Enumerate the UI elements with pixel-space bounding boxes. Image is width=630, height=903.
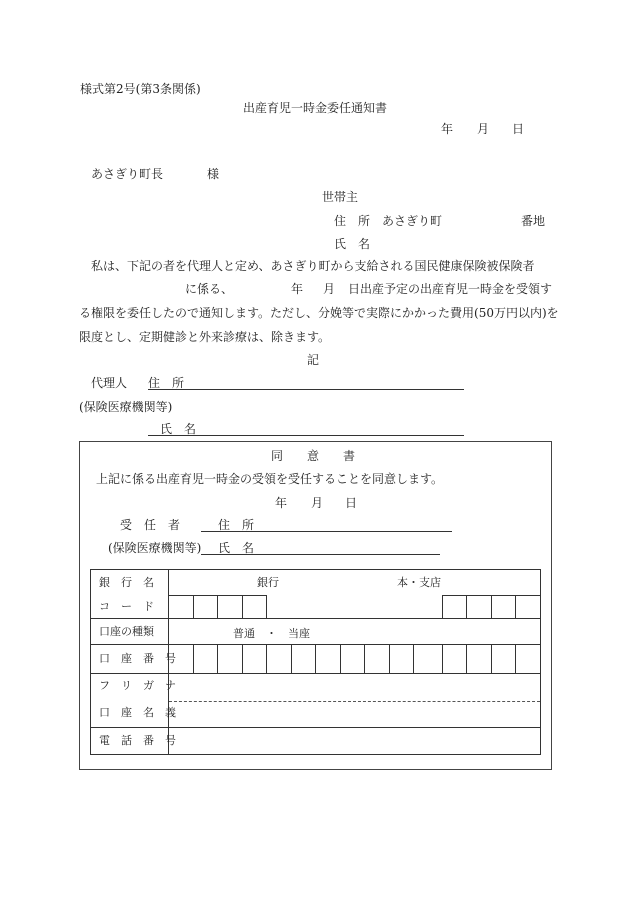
consent-trustee-label: 受 任 者 [120,518,181,532]
householder-address-label: 住 所 [334,214,371,228]
agent-name-line[interactable] [148,435,464,436]
code-sep-1 [193,595,194,618]
agent-name-label: 氏 名 [160,422,197,436]
acct-sep-2 [217,644,218,673]
date-month[interactable]: 月 [477,122,490,136]
consent-date-year[interactable]: 年 [275,496,288,510]
form-number: 様式第2号(第3条関係) [80,82,201,96]
acct-sep-4 [266,644,267,673]
table-hline-4 [91,727,540,728]
ki-heading: 記 [307,353,320,367]
consent-date-day[interactable]: 日 [345,496,358,510]
consent-title: 同 意 書 [271,449,356,463]
date-day[interactable]: 日 [512,122,525,136]
acct-sep-13 [491,644,492,673]
code-sep-4 [266,595,267,618]
acct-sep-6 [315,644,316,673]
account-type-label: 口座の種類 [99,625,154,638]
bank-suffix: 銀行 [257,576,279,589]
addressee-honorific: 様 [207,167,220,181]
consent-statement: 上記に係る出産育児一時金の受領を受任することを同意します。 [96,472,444,486]
consent-institution-note: (保険医療機関等) [108,541,202,555]
acct-sep-9 [389,644,390,673]
consent-address-label: 住 所 [218,518,255,532]
acct-sep-12 [466,644,467,673]
form-title: 出産育児一時金委任通知書 [243,101,388,115]
account-type-options[interactable]: 普通 ・ 当座 [233,627,310,640]
code-sep-3 [242,595,243,618]
body-line-2-month[interactable]: 月 [323,282,336,296]
body-line-1: 私は、下記の者を代理人と定め、あさぎり町から支給される国民健康保険被保険者 [91,259,535,273]
consent-date-month[interactable]: 月 [311,496,324,510]
account-number-label: 口 座 番 号 [99,652,176,665]
date-year[interactable]: 年 [441,122,454,136]
acct-sep-10 [413,644,414,673]
table-hline-3 [91,673,540,674]
code-sep-6 [466,595,467,618]
body-line-2-year[interactable]: 年 [291,282,304,296]
agent-address-line[interactable] [148,389,464,390]
consent-name-label: 氏 名 [218,541,255,555]
body-line-2b: 日出産予定の出産育児一時金を受領す [348,282,553,296]
householder-name-label[interactable]: 氏 名 [334,237,371,251]
agent-address-label: 住 所 [148,376,185,390]
acct-sep-14 [515,644,516,673]
bank-name-label: 銀 行 名 [99,576,154,589]
body-line-3: る権限を委任したので通知します。ただし、分娩等で実際にかかった費用(50万円以内)を [79,306,559,320]
acct-sep-8 [364,644,365,673]
code-sep-5 [442,595,443,618]
acct-sep-1 [193,644,194,673]
phone-label: 電 話 番 号 [99,734,176,747]
code-sep-8 [515,595,516,618]
code-sep-2 [217,595,218,618]
householder-address-town[interactable]: あさぎり町 [382,214,443,228]
acct-sep-3 [242,644,243,673]
branch-suffix: 本・支店 [397,576,441,589]
furigana-label: フ リ ガ ナ [99,679,176,692]
body-line-4: 限度とし、定期健診と外来診療は、除きます。 [79,330,331,344]
agent-label: 代理人 [91,376,128,390]
acct-sep-7 [340,644,341,673]
acct-sep-11 [442,644,443,673]
bank-table [90,569,541,755]
householder-banchi: 番地 [521,214,546,228]
table-hline-1 [91,618,540,619]
addressee-town-chief: あさぎり町長 [91,167,164,181]
body-line-2a: に係る、 [185,282,234,296]
consent-address-line[interactable] [201,531,452,532]
code-sep-7 [491,595,492,618]
acct-sep-5 [291,644,292,673]
householder-heading: 世帯主 [322,190,359,204]
agent-institution-note: (保険医療機関等) [79,400,173,414]
furigana-dashed-line [169,701,540,702]
account-name-label: 口 座 名 義 [99,706,176,719]
bank-code-label: コ ー ド [99,600,154,613]
